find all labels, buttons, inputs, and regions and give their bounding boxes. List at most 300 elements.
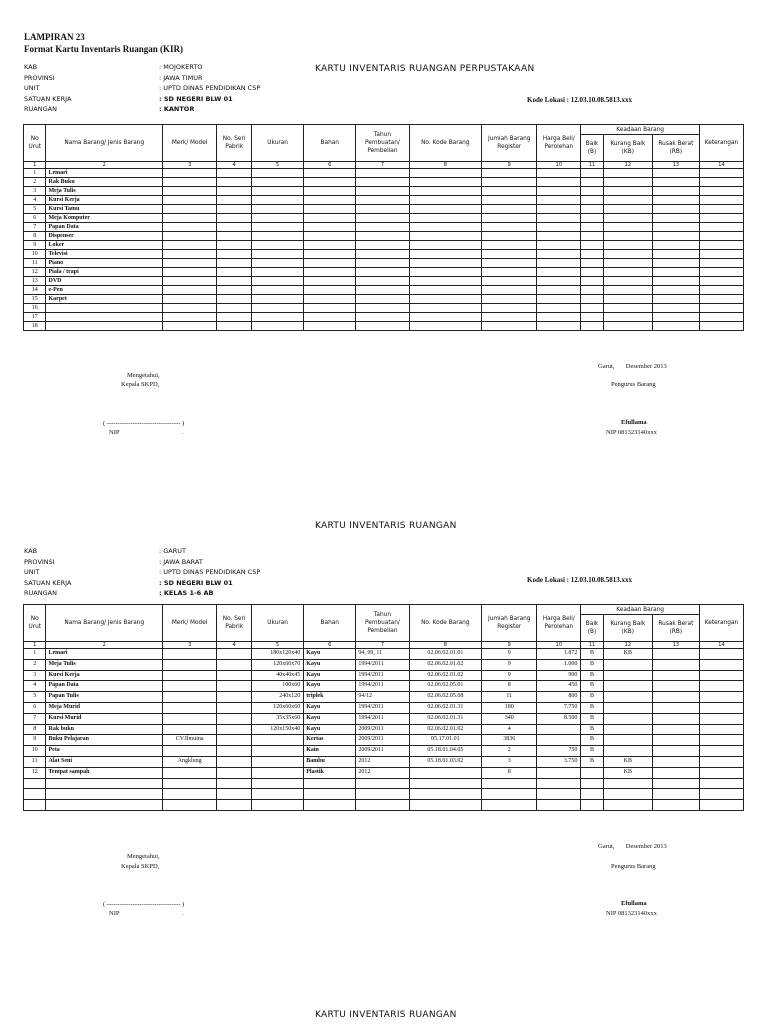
table-cell: [603, 232, 652, 241]
cell-kode: [409, 800, 482, 811]
cell-rb: [652, 778, 699, 789]
cell-jumlah: [482, 789, 537, 800]
cell-tahun: 1994/2011: [356, 670, 409, 681]
row-number: 7: [24, 223, 46, 232]
column-number: 9: [482, 162, 537, 169]
table-cell: [304, 304, 356, 313]
info-key: RUANGAN: [24, 589, 57, 597]
table-cell: [356, 169, 409, 178]
item-name: Kursi Tamu: [46, 205, 163, 214]
cell-seri: [217, 681, 252, 692]
cell-rb: [652, 681, 699, 692]
table-cell: [652, 322, 699, 331]
table-cell: [482, 259, 537, 268]
table-cell: [537, 286, 581, 295]
info-row: [24, 588, 260, 599]
cell-rb: [652, 659, 699, 670]
item-name: Papan Data: [46, 223, 163, 232]
cell-kode: [409, 778, 482, 789]
cell-ukuran: 35x35x60: [252, 713, 304, 724]
table-cell: [537, 232, 581, 241]
table-cell: [217, 214, 252, 223]
table-cell: [482, 304, 537, 313]
cell-seri: [217, 713, 252, 724]
table-cell: [652, 178, 699, 187]
row-number: 17: [24, 313, 46, 322]
cell-no: 11: [24, 756, 46, 767]
cell-harga: 900: [537, 670, 581, 681]
card1-signature-line: ( ---------------------------------- ): [103, 420, 185, 427]
cell-seri: [217, 767, 252, 778]
item-name: Piala / trapi: [46, 268, 163, 277]
table-cell: [356, 232, 409, 241]
item-name: [46, 322, 163, 331]
card1-location-code: Kode Lokasi : 12.03.10.08.5813.xxx: [527, 96, 633, 104]
cell-nama: Tempat sampah: [46, 767, 163, 778]
table-cell: [603, 214, 652, 223]
cell-kode: 02.06.02.01.02: [409, 659, 482, 670]
table-cell: [603, 178, 652, 187]
column-number: 9: [482, 642, 537, 649]
row-number: 18: [24, 322, 46, 331]
table-cell: [217, 250, 252, 259]
cell-ukuran: 120x60x60: [252, 702, 304, 713]
cell-kb: [603, 670, 652, 681]
table-cell: [252, 250, 304, 259]
info-row: [24, 73, 260, 84]
table-row: [24, 702, 744, 713]
table-cell: [252, 232, 304, 241]
cell-bahan: Kain: [304, 746, 356, 757]
table-cell: [163, 178, 217, 187]
cell-ket: [699, 681, 743, 692]
table-cell: [409, 205, 482, 214]
table-cell: [581, 250, 603, 259]
cell-tahun: 94, 99, 11: [356, 649, 409, 660]
table-row: [24, 268, 744, 277]
table-cell: [482, 277, 537, 286]
table-row: [24, 259, 744, 268]
cell-tahun: 2009/2011: [356, 746, 409, 757]
cell-bahan: Kayu: [304, 724, 356, 735]
cell-merk: [163, 670, 217, 681]
cell-ket: [699, 670, 743, 681]
card1-nip-label: NIP: [109, 429, 120, 436]
table-row: [24, 789, 744, 800]
table-cell: [304, 214, 356, 223]
cell-tahun: 1994/2011: [356, 681, 409, 692]
cell-rb: [652, 713, 699, 724]
col-header-no: No Urut: [24, 125, 46, 162]
table-row: [24, 304, 744, 313]
col-header-tahun: Tahun Pembuatan/ Pembelian: [356, 125, 409, 162]
info-key: PROVINSI: [24, 73, 55, 82]
cell-merk: [163, 713, 217, 724]
cell-jumlah: 180: [482, 702, 537, 713]
table-cell: [304, 241, 356, 250]
cell-nama: Peta: [46, 746, 163, 757]
col-header-kode: No. Kode Barang: [409, 125, 482, 162]
table-cell: [482, 286, 537, 295]
card1-inventory-table: [23, 124, 744, 331]
item-name: Loker: [46, 241, 163, 250]
cell-nama: Kursi Kerja: [46, 670, 163, 681]
column-number: 5: [252, 642, 304, 649]
table-cell: [217, 241, 252, 250]
table-cell: [163, 214, 217, 223]
item-name: Dispenser: [46, 232, 163, 241]
table-cell: [482, 268, 537, 277]
cell-kb: [603, 778, 652, 789]
cell-no: 3: [24, 670, 46, 681]
table-cell: [252, 196, 304, 205]
info-key: RUANGAN: [24, 105, 57, 113]
table-cell: [409, 286, 482, 295]
cell-nama: Meja Tulis: [46, 659, 163, 670]
table-cell: [652, 295, 699, 304]
cell-no: 2: [24, 659, 46, 670]
cell-kode: 05.17.01.01: [409, 735, 482, 746]
table-cell: [603, 196, 652, 205]
cell-ket: [699, 746, 743, 757]
table-cell: [356, 322, 409, 331]
table-cell: [163, 304, 217, 313]
table-cell: [603, 322, 652, 331]
table-row: [24, 659, 744, 670]
table-cell: [356, 259, 409, 268]
table-cell: [217, 313, 252, 322]
col-header-nama: Nama Barang/ Jenis Barang: [46, 125, 163, 162]
cell-rb: [652, 692, 699, 703]
info-key: SATUAN KERJA: [24, 94, 72, 103]
table-cell: [409, 196, 482, 205]
cell-nama: Meja Murid: [46, 702, 163, 713]
table-cell: [217, 322, 252, 331]
column-number: 3: [163, 642, 217, 649]
table-cell: [409, 169, 482, 178]
item-name: DVD: [46, 277, 163, 286]
table-row: [24, 169, 744, 178]
format-title: Format Kartu Inventaris Ruangan (KIR): [24, 44, 183, 54]
cell-nama: Lemari: [46, 649, 163, 660]
table-cell: [482, 196, 537, 205]
card1-info: [24, 62, 260, 115]
cell-merk: [163, 767, 217, 778]
cell-tahun: [356, 789, 409, 800]
cell-b: [581, 789, 603, 800]
cell-jumlah: 8: [482, 767, 537, 778]
cell-seri: [217, 789, 252, 800]
table-cell: [482, 250, 537, 259]
table-cell: [356, 250, 409, 259]
info-key: UNIT: [24, 84, 40, 92]
cell-no: 12: [24, 767, 46, 778]
cell-harga: 750: [537, 746, 581, 757]
cell-ukuran: [252, 789, 304, 800]
table-cell: [699, 250, 743, 259]
table-cell: [304, 169, 356, 178]
table-cell: [304, 196, 356, 205]
table-cell: [482, 214, 537, 223]
table-cell: [217, 277, 252, 286]
table-cell: [217, 196, 252, 205]
cell-seri: [217, 800, 252, 811]
card2-info: [24, 546, 260, 599]
table-cell: [699, 259, 743, 268]
info-value: : GARUT: [159, 547, 186, 555]
table-cell: [652, 223, 699, 232]
info-value: : UPTD DINAS PENDIDIKAN CSP: [159, 84, 261, 92]
table-cell: [217, 223, 252, 232]
info-row: [24, 578, 260, 589]
column-number: 10: [537, 642, 581, 649]
table-row: [24, 800, 744, 811]
cell-seri: [217, 670, 252, 681]
cell-seri: [217, 659, 252, 670]
table-row: [24, 756, 744, 767]
column-number: 12: [603, 642, 652, 649]
table-cell: [217, 259, 252, 268]
cell-ukuran: [252, 746, 304, 757]
cell-ukuran: 100x60: [252, 681, 304, 692]
row-number: 12: [24, 268, 46, 277]
table-cell: [252, 286, 304, 295]
table-cell: [603, 241, 652, 250]
cell-jumlah: 3: [482, 756, 537, 767]
table-row: [24, 649, 744, 660]
info-value: : SD NEGERI BLW 01: [159, 94, 233, 103]
cell-ket: [699, 702, 743, 713]
table-cell: [304, 205, 356, 214]
table-cell: [356, 196, 409, 205]
cell-b: B: [581, 692, 603, 703]
cell-ket: [699, 756, 743, 767]
info-row: [24, 94, 260, 105]
card2-date: Garut, Desember 2013: [598, 843, 667, 850]
table-row: [24, 713, 744, 724]
cell-jumlah: 9: [482, 670, 537, 681]
cell-b: B: [581, 681, 603, 692]
table-cell: [581, 286, 603, 295]
table-cell: [581, 313, 603, 322]
cell-harga: 7.750: [537, 702, 581, 713]
table-cell: [537, 187, 581, 196]
cell-tahun: 1994/2011: [356, 702, 409, 713]
cell-jumlah: 9: [482, 659, 537, 670]
table-row: [24, 767, 744, 778]
column-number: 8: [409, 642, 482, 649]
info-value: : JAWA TIMUR: [159, 73, 203, 82]
cell-kode: 05.18.01.03.02: [409, 756, 482, 767]
table-cell: [409, 295, 482, 304]
info-row: [24, 83, 260, 94]
table-cell: [603, 304, 652, 313]
header-row: [24, 125, 744, 135]
cell-no: [24, 789, 46, 800]
card2-custodian-name: Efullama: [621, 900, 647, 907]
table-cell: [217, 178, 252, 187]
col-header-baik: Baik (B): [581, 615, 603, 642]
cell-bahan: [304, 789, 356, 800]
table-cell: [163, 169, 217, 178]
table-cell: [537, 322, 581, 331]
cell-harga: [537, 800, 581, 811]
column-number: 2: [46, 162, 163, 169]
table-cell: [409, 268, 482, 277]
cell-ket: [699, 649, 743, 660]
cell-rb: [652, 670, 699, 681]
card1-custodian-nip: NIP 081323140xxx: [606, 429, 657, 436]
cell-harga: [537, 767, 581, 778]
card3-title: KARTU INVENTARIS RUANGAN: [315, 1010, 457, 1020]
table-cell: [356, 295, 409, 304]
column-number: 3: [163, 162, 217, 169]
table-cell: [581, 259, 603, 268]
row-number: 4: [24, 196, 46, 205]
table-cell: [581, 223, 603, 232]
cell-seri: [217, 756, 252, 767]
table-cell: [163, 196, 217, 205]
table-cell: [217, 268, 252, 277]
table-row: [24, 735, 744, 746]
cell-tahun: 2012: [356, 756, 409, 767]
table-cell: [537, 250, 581, 259]
cell-ukuran: 40x40x45: [252, 670, 304, 681]
cell-bahan: Kayu: [304, 681, 356, 692]
card2-custodian-nip: NIP 081323140xxx: [606, 910, 657, 917]
col-header-tahun: Tahun Pembuatan/ Pembelian: [356, 605, 409, 642]
card1-nip-dot: .: [182, 429, 184, 436]
cell-bahan: Kertas: [304, 735, 356, 746]
cell-harga: 1.000: [537, 659, 581, 670]
info-row: [24, 567, 260, 578]
table-cell: [699, 205, 743, 214]
table-cell: [163, 268, 217, 277]
table-cell: [652, 196, 699, 205]
table-row: [24, 196, 744, 205]
row-number: 13: [24, 277, 46, 286]
table-cell: [217, 304, 252, 313]
cell-kb: [603, 713, 652, 724]
info-key: UNIT: [24, 568, 40, 576]
row-number: 15: [24, 295, 46, 304]
table-cell: [482, 223, 537, 232]
column-number-row: [24, 642, 744, 649]
table-cell: [581, 205, 603, 214]
cell-merk: [163, 778, 217, 789]
cell-kb: [603, 724, 652, 735]
table-cell: [581, 304, 603, 313]
table-cell: [699, 232, 743, 241]
cell-seri: [217, 692, 252, 703]
cell-ukuran: 120x60x70: [252, 659, 304, 670]
card1-custodian-label: Pengurus Barang: [611, 381, 656, 388]
table-row: [24, 223, 744, 232]
table-cell: [356, 313, 409, 322]
column-number: 2: [46, 642, 163, 649]
card2-known-label: Mengetahui,: [127, 853, 160, 860]
col-header-rusak: Rusak Berat (RB): [652, 615, 699, 642]
cell-kode: 02.06.02.01.02: [409, 670, 482, 681]
table-cell: [581, 187, 603, 196]
table-cell: [699, 286, 743, 295]
table-cell: [304, 223, 356, 232]
column-number: 6: [304, 162, 356, 169]
table-cell: [603, 313, 652, 322]
table-cell: [482, 295, 537, 304]
table-cell: [252, 268, 304, 277]
table-cell: [537, 205, 581, 214]
cell-tahun: [356, 800, 409, 811]
column-number: 7: [356, 162, 409, 169]
cell-rb: [652, 756, 699, 767]
column-number: 12: [603, 162, 652, 169]
table-cell: [252, 295, 304, 304]
cell-b: B: [581, 649, 603, 660]
table-cell: [537, 295, 581, 304]
info-value: : JAWA BARAT: [159, 557, 203, 566]
col-header-keterangan: Keterangan: [699, 605, 743, 642]
item-name: [46, 304, 163, 313]
cell-ukuran: [252, 767, 304, 778]
row-number: 11: [24, 259, 46, 268]
table-cell: [537, 223, 581, 232]
col-header-keterangan: Keterangan: [699, 125, 743, 162]
row-number: 5: [24, 205, 46, 214]
cell-merk: [163, 649, 217, 660]
cell-tahun: [356, 778, 409, 789]
cell-rb: [652, 702, 699, 713]
table-cell: [356, 205, 409, 214]
table-cell: [252, 223, 304, 232]
table-cell: [537, 196, 581, 205]
cell-ket: [699, 713, 743, 724]
table-row: [24, 232, 744, 241]
table-cell: [252, 178, 304, 187]
cell-jumlah: 11: [482, 692, 537, 703]
table-cell: [409, 187, 482, 196]
table-cell: [163, 241, 217, 250]
table-cell: [603, 259, 652, 268]
table-cell: [163, 277, 217, 286]
cell-b: B: [581, 724, 603, 735]
info-row: [24, 546, 260, 557]
table-cell: [699, 241, 743, 250]
table-cell: [409, 232, 482, 241]
info-value: : KANTOR: [159, 105, 195, 113]
lampiran-label: LAMPIRAN 23: [24, 32, 85, 42]
cell-jumlah: 8: [482, 681, 537, 692]
cell-kode: 02.06.02.01.31: [409, 702, 482, 713]
item-name: e-Pen: [46, 286, 163, 295]
cell-merk: [163, 681, 217, 692]
cell-ket: [699, 778, 743, 789]
cell-merk: Angklung: [163, 756, 217, 767]
table-cell: [537, 178, 581, 187]
table-cell: [603, 277, 652, 286]
column-number: 13: [652, 162, 699, 169]
table-row: [24, 692, 744, 703]
cell-merk: [163, 702, 217, 713]
table-cell: [603, 205, 652, 214]
table-cell: [603, 169, 652, 178]
table-row: [24, 286, 744, 295]
table-cell: [652, 259, 699, 268]
row-number: 3: [24, 187, 46, 196]
table-cell: [652, 169, 699, 178]
cell-rb: [652, 735, 699, 746]
table-cell: [304, 286, 356, 295]
